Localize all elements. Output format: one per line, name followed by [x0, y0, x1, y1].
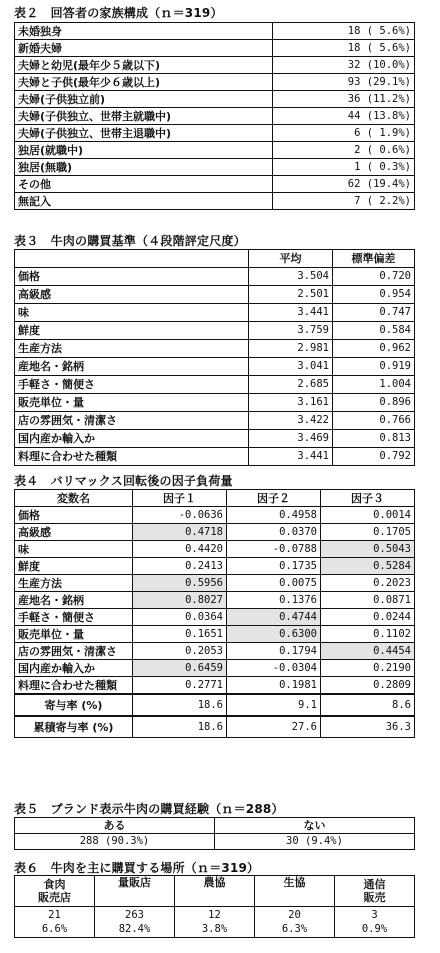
- table4-row-label: 高級感: [15, 524, 133, 541]
- table-row: [15, 643, 415, 660]
- table4-row-f3: 0.0244: [321, 609, 415, 626]
- table2-row-label: その他: [15, 176, 273, 193]
- table6-purchase-place: [14, 875, 415, 938]
- table6-cell-agri-coop: [175, 907, 255, 938]
- table-row: [15, 558, 415, 575]
- table-row: [15, 340, 415, 358]
- table4-row-f3: 0.2190: [321, 660, 415, 677]
- table4-row-f1: 0.8027: [133, 592, 227, 609]
- table3-row-mean: 3.441: [249, 304, 333, 322]
- table3-row-sd: 0.919: [333, 358, 415, 376]
- table6-cell-mail-order: [335, 907, 415, 938]
- table4-row-f3: 0.1102: [321, 626, 415, 643]
- table4-row-label: 販売単位・量: [15, 626, 133, 643]
- table6-percent-meat-shop: 6.6%: [41, 923, 68, 935]
- table3-row-label: 産地名・銘柄: [15, 358, 249, 376]
- table-row: [15, 626, 415, 643]
- table-row: [15, 430, 415, 448]
- table3-row-sd: 0.766: [333, 412, 415, 430]
- table2-row-value: 7 ( 2.2%): [273, 193, 415, 210]
- table-row: [15, 159, 415, 176]
- table6-header-meat-shop: 食肉 販売店: [15, 876, 95, 907]
- table3-caption: 表３ 牛肉の購買基準（４段階評定尺度）: [14, 234, 246, 248]
- table4-row-f3: 0.0871: [321, 592, 415, 609]
- table3-row-sd: 1.004: [333, 376, 415, 394]
- table2-row-label: 夫婦と子供(最年少６歳以上): [15, 74, 273, 91]
- table3-row-sd: 0.747: [333, 304, 415, 322]
- table6-header-row: [15, 876, 415, 907]
- table3-row-sd: 0.720: [333, 268, 415, 286]
- table6-header-agri-coop: 農協: [175, 876, 255, 907]
- table5-value-row: [15, 834, 415, 850]
- table5-value-yes: 288 (90.3%): [15, 834, 215, 850]
- table-row: [15, 448, 415, 466]
- table6-count-consumer-coop: 20: [288, 909, 301, 921]
- table-row: [15, 193, 415, 210]
- table-row: [15, 23, 415, 40]
- table3-row-sd: 0.813: [333, 430, 415, 448]
- table6-header-mass-retailer: 量販店: [95, 876, 175, 907]
- table4-row-f1: 0.4420: [133, 541, 227, 558]
- table4-contribution-f3: 8.6: [321, 694, 415, 716]
- table-row: [15, 268, 415, 286]
- table3-purchase-criteria: [14, 249, 415, 466]
- table3-row-label: 料理に合わせた種類: [15, 448, 249, 466]
- table4-row-label: 味: [15, 541, 133, 558]
- table3-row-label: 店の雰囲気・清潔さ: [15, 412, 249, 430]
- table6-percent-mail-order: 0.9%: [361, 923, 388, 935]
- table4-row-f1: -0.0636: [133, 507, 227, 524]
- table3-header-blank: [15, 250, 249, 268]
- table-row: [15, 394, 415, 412]
- table6-header-mail-order: 通信 販売: [335, 876, 415, 907]
- table4-row-f2: -0.0788: [227, 541, 321, 558]
- table-row: [15, 524, 415, 541]
- table3-row-label: 味: [15, 304, 249, 322]
- table4-row-label: 鮮度: [15, 558, 133, 575]
- table4-cumulative-label: 累積寄与率 (%): [15, 716, 133, 738]
- table4-row-f1: 0.6459: [133, 660, 227, 677]
- table-row: [15, 322, 415, 340]
- table-row: [15, 575, 415, 592]
- table3-row-label: 鮮度: [15, 322, 249, 340]
- table4-row-f1: 0.5956: [133, 575, 227, 592]
- table3-header-row: [15, 250, 415, 268]
- table2-row-label: 夫婦と幼児(最年少５歳以下): [15, 57, 273, 74]
- table-row: [15, 91, 415, 108]
- table3-row-sd: 0.792: [333, 448, 415, 466]
- table2-row-label: 夫婦(子供独立、世帯主退職中): [15, 125, 273, 142]
- table3-row-mean: 3.422: [249, 412, 333, 430]
- table-row: [15, 304, 415, 322]
- table-row: [15, 142, 415, 159]
- table4-contribution-row: [15, 694, 415, 716]
- table4-row-f3: 0.5284: [321, 558, 415, 575]
- table4-row-f2: 0.0370: [227, 524, 321, 541]
- table3-row-mean: 3.041: [249, 358, 333, 376]
- table6-count-meat-shop: 21: [48, 909, 61, 921]
- table3-row-label: 販売単位・量: [15, 394, 249, 412]
- table3-header-sd: 標準偏差: [333, 250, 415, 268]
- table2-row-label: 未婚独身: [15, 23, 273, 40]
- table3-row-mean: 2.501: [249, 286, 333, 304]
- table2-family-composition: [14, 22, 415, 210]
- table4-row-f3: 0.2023: [321, 575, 415, 592]
- table-row: [15, 57, 415, 74]
- table3-row-mean: 3.504: [249, 268, 333, 286]
- table4-row-f1: 0.2413: [133, 558, 227, 575]
- table5-brand-purchase: [14, 817, 415, 850]
- table6-percent-consumer-coop: 6.3%: [281, 923, 308, 935]
- table4-row-f3: 0.4454: [321, 643, 415, 660]
- table6-count-mass-retailer: 263: [125, 909, 144, 921]
- table3-row-label: 価格: [15, 268, 249, 286]
- table3-header-mean: 平均: [249, 250, 333, 268]
- table2-row-value: 2 ( 0.6%): [273, 142, 415, 159]
- table4-row-f3: 0.5043: [321, 541, 415, 558]
- table2-row-value: 6 ( 1.9%): [273, 125, 415, 142]
- table3-row-sd: 0.962: [333, 340, 415, 358]
- table4-body: [15, 507, 415, 695]
- table-row: [15, 660, 415, 677]
- table2-row-value: 62 (19.4%): [273, 176, 415, 193]
- table4-cumulative-row: [15, 716, 415, 738]
- table-row: [15, 286, 415, 304]
- table4-row-f2: 0.0075: [227, 575, 321, 592]
- table4-header-factor2: 因子２: [227, 490, 321, 507]
- table-row: [15, 108, 415, 125]
- table3-row-sd: 0.954: [333, 286, 415, 304]
- table4-row-f2: 0.1981: [227, 677, 321, 695]
- table3-row-label: 手軽さ・簡便さ: [15, 376, 249, 394]
- table4-header-factor3: 因子３: [321, 490, 415, 507]
- table4-row-f3: 0.1705: [321, 524, 415, 541]
- table2-row-label: 独居(無職): [15, 159, 273, 176]
- table-row: [15, 358, 415, 376]
- table-row: [15, 592, 415, 609]
- table2-row-value: 32 (10.0%): [273, 57, 415, 74]
- table6-count-agri-coop: 12: [208, 909, 221, 921]
- table4-row-f1: 0.2771: [133, 677, 227, 695]
- table3-row-mean: 2.685: [249, 376, 333, 394]
- table2-row-label: 新婚夫婦: [15, 40, 273, 57]
- table2-row-value: 93 (29.1%): [273, 74, 415, 91]
- table3-row-mean: 3.469: [249, 430, 333, 448]
- table4-row-f2: 0.6300: [227, 626, 321, 643]
- table4-row-f2: 0.4744: [227, 609, 321, 626]
- table-row: [15, 541, 415, 558]
- table6-percent-agri-coop: 3.8%: [201, 923, 228, 935]
- table-row: [15, 40, 415, 57]
- table4-row-f2: 0.1376: [227, 592, 321, 609]
- table6-caption: 表６ 牛肉を主に購買する場所（ｎ＝319）: [14, 861, 260, 875]
- table4-row-label: 国内産か輸入か: [15, 660, 133, 677]
- table4-contribution-label: 寄与率 (%): [15, 694, 133, 716]
- table2-row-label: 無記入: [15, 193, 273, 210]
- table4-row-label: 料理に合わせた種類: [15, 677, 133, 695]
- table3-row-sd: 0.584: [333, 322, 415, 340]
- table4-header-factor1: 因子１: [133, 490, 227, 507]
- table5-value-no: 30 (9.4%): [215, 834, 415, 850]
- table2-row-label: 独居(就職中): [15, 142, 273, 159]
- table6-value-row: [15, 907, 415, 938]
- table3-row-label: 生産方法: [15, 340, 249, 358]
- table4-header-variable: 変数名: [15, 490, 133, 507]
- table3-row-mean: 3.759: [249, 322, 333, 340]
- table4-row-f1: 0.2053: [133, 643, 227, 660]
- table2-row-label: 夫婦(子供独立前): [15, 91, 273, 108]
- table2-body: [15, 23, 415, 210]
- table4-factor-loadings: [14, 489, 415, 738]
- table4-contribution-f1: 18.6: [133, 694, 227, 716]
- table6-header-consumer-coop: 生協: [255, 876, 335, 907]
- table4-row-f1: 0.4718: [133, 524, 227, 541]
- table-row: [15, 376, 415, 394]
- table2-row-value: 18 ( 5.6%): [273, 40, 415, 57]
- table6-percent-mass-retailer: 82.4%: [118, 923, 151, 935]
- table3-row-mean: 3.441: [249, 448, 333, 466]
- table4-row-label: 価格: [15, 507, 133, 524]
- table3-row-label: 国内産か輸入か: [15, 430, 249, 448]
- table2-row-value: 18 ( 5.6%): [273, 23, 415, 40]
- table6-cell-consumer-coop: [255, 907, 335, 938]
- table4-cumulative-f2: 27.6: [227, 716, 321, 738]
- table3-body: [15, 268, 415, 466]
- table-row: [15, 507, 415, 524]
- table4-row-label: 手軽さ・簡便さ: [15, 609, 133, 626]
- table4-row-label: 産地名・銘柄: [15, 592, 133, 609]
- table-row: [15, 176, 415, 193]
- table6-count-mail-order: 3: [371, 909, 378, 921]
- table2-caption: 表２ 回答者の家族構成（ｎ＝319）: [14, 6, 223, 20]
- table4-row-f2: 0.4958: [227, 507, 321, 524]
- table3-row-mean: 2.981: [249, 340, 333, 358]
- table5-header-no: ない: [215, 818, 415, 834]
- table4-row-f1: 0.1651: [133, 626, 227, 643]
- table4-contribution-f2: 9.1: [227, 694, 321, 716]
- table2-row-value: 36 (11.2%): [273, 91, 415, 108]
- table4-caption: 表４ バリマックス回転後の因子負荷量: [14, 474, 233, 488]
- table4-row-f3: 0.0014: [321, 507, 415, 524]
- table4-row-f2: 0.1794: [227, 643, 321, 660]
- table-row: [15, 125, 415, 142]
- table4-cumulative-f3: 36.3: [321, 716, 415, 738]
- table5-header-yes: ある: [15, 818, 215, 834]
- table5-header-row: [15, 818, 415, 834]
- table4-cumulative-f1: 18.6: [133, 716, 227, 738]
- table-row: [15, 412, 415, 430]
- table4-row-label: 店の雰囲気・清潔さ: [15, 643, 133, 660]
- table4-row-f2: -0.0304: [227, 660, 321, 677]
- table-row: [15, 677, 415, 695]
- table6-cell-meat-shop: [15, 907, 95, 938]
- table-row: [15, 74, 415, 91]
- table4-row-f3: 0.2809: [321, 677, 415, 695]
- table4-row-f1: 0.0364: [133, 609, 227, 626]
- table3-row-label: 高級感: [15, 286, 249, 304]
- table4-row-f2: 0.1735: [227, 558, 321, 575]
- table2-row-label: 夫婦(子供独立、世帯主就職中): [15, 108, 273, 125]
- table6-cell-mass-retailer: [95, 907, 175, 938]
- table-row: [15, 609, 415, 626]
- table4-row-label: 生産方法: [15, 575, 133, 592]
- table2-row-value: 1 ( 0.3%): [273, 159, 415, 176]
- table3-row-sd: 0.896: [333, 394, 415, 412]
- table3-row-mean: 3.161: [249, 394, 333, 412]
- table2-row-value: 44 (13.8%): [273, 108, 415, 125]
- table4-header-row: [15, 490, 415, 507]
- table5-caption: 表５ ブランド表示牛肉の購買経験（ｎ＝288）: [14, 802, 284, 816]
